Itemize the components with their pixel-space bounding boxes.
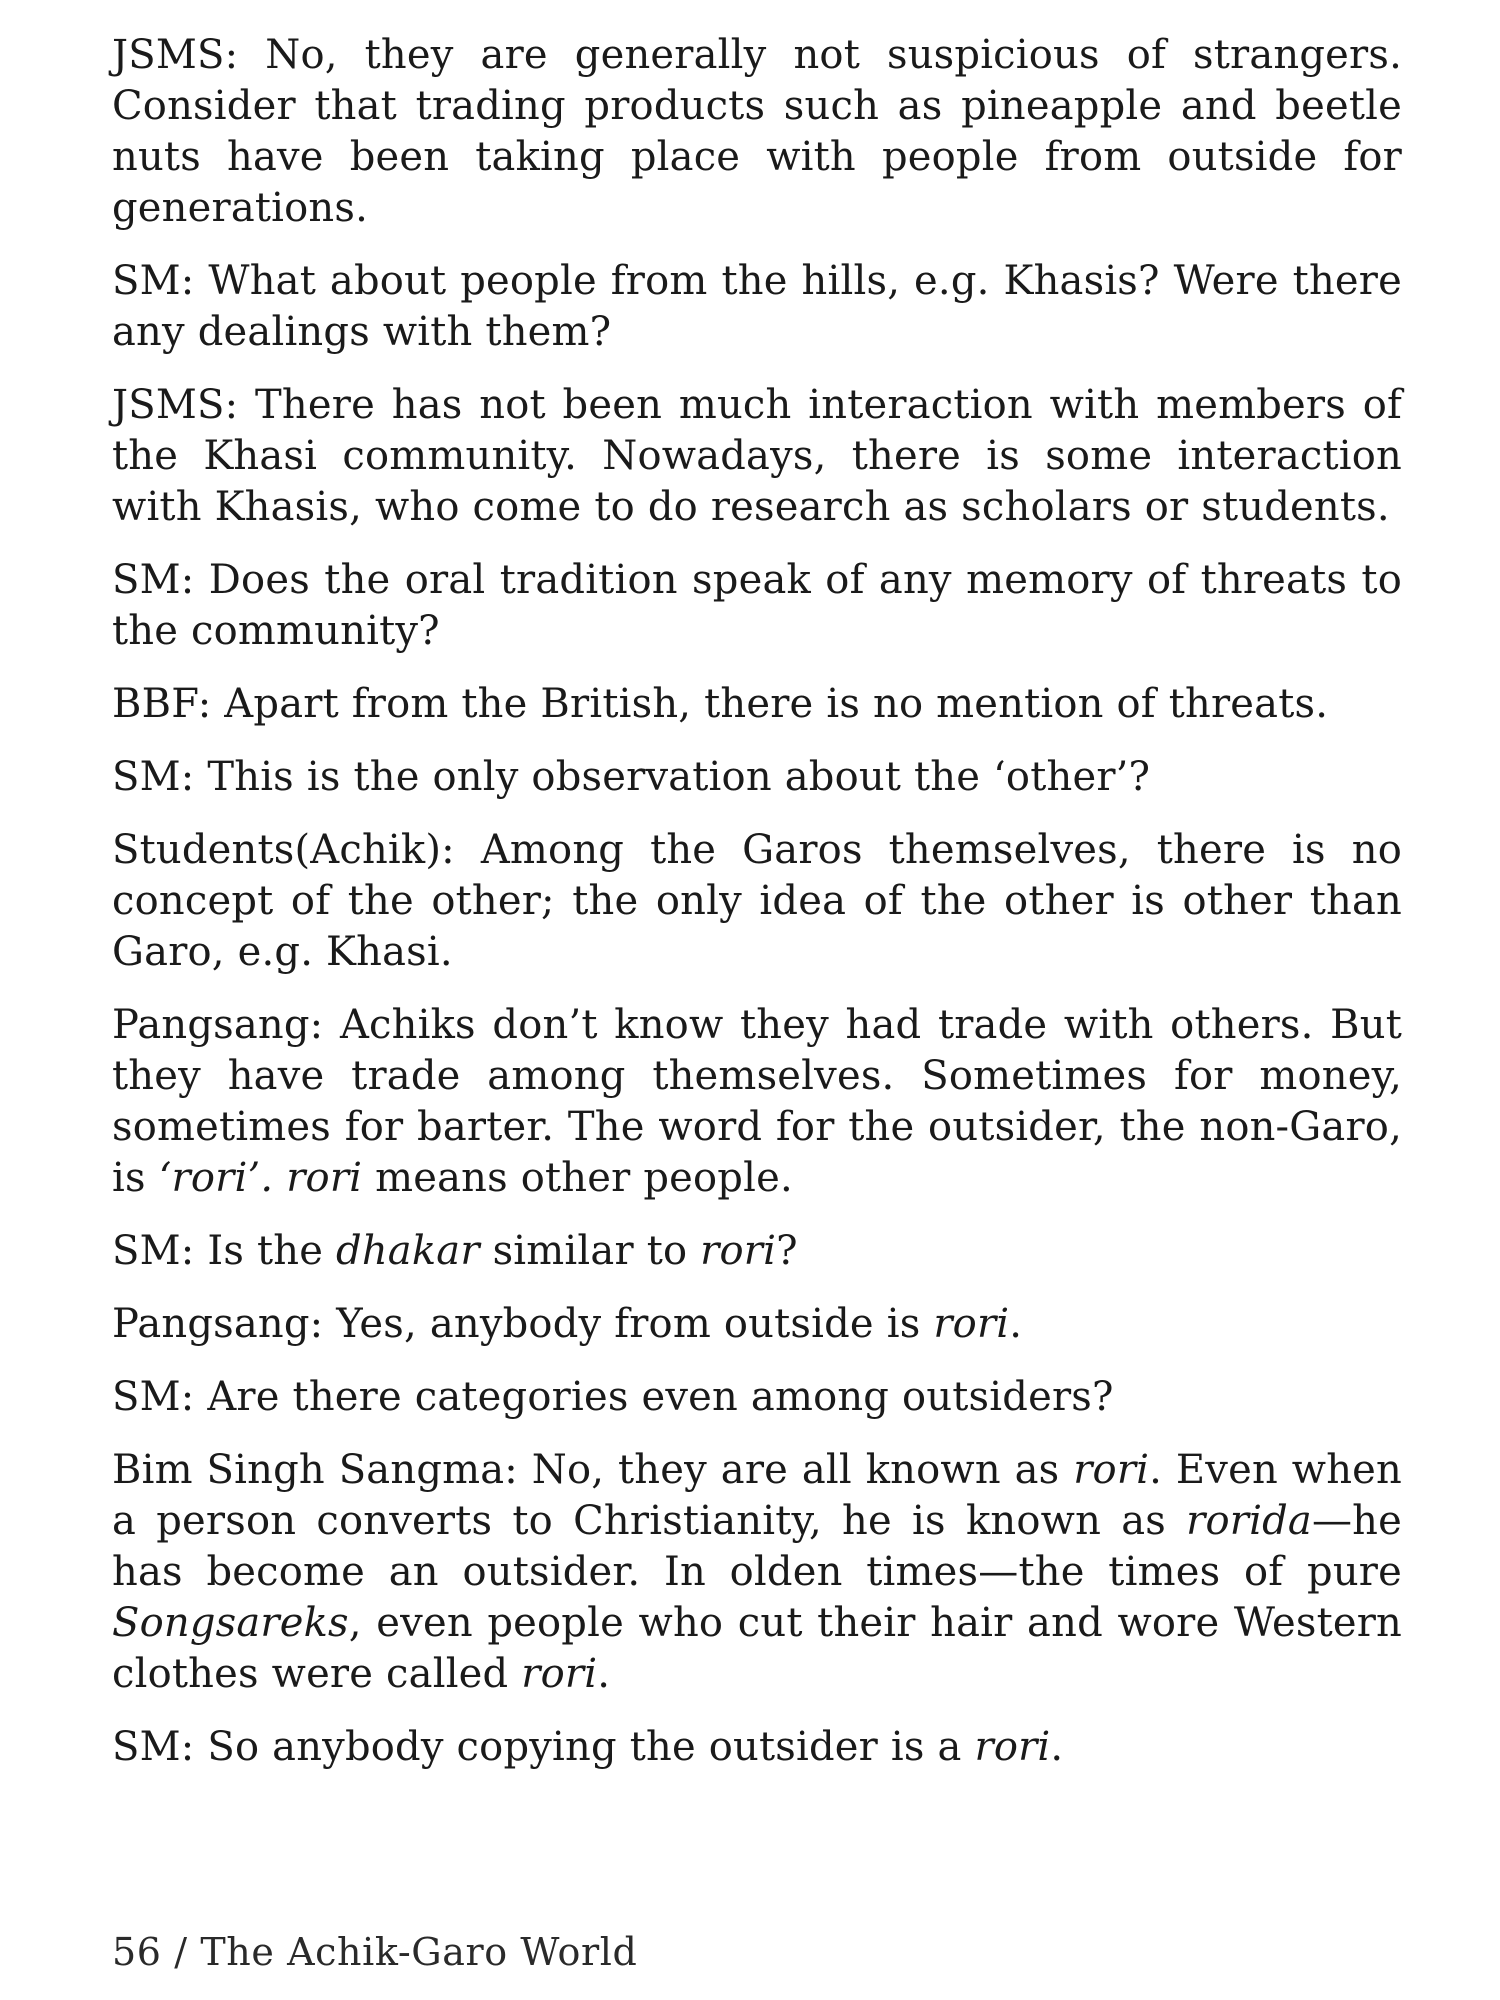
paragraph-8: Pangsang: Achiks don’t know they had trade with others. But they have trade among themselves. Sometimes for money, sometimes for barter. The word for the outsider, the non-Garo, is ‘rori’. rori means other people. <box>112 1002 1402 1201</box>
italic-term: rori <box>521 1651 598 1697</box>
paragraph-10: Pangsang: Yes, anybody from outside is rori. <box>112 1301 1023 1347</box>
book-title: The Achik-Garo World <box>200 1930 638 1974</box>
italic-term: rori <box>286 1155 363 1201</box>
paragraph-2: SM: What about people from the hills, e.g. Khasis? Were there any dealings with them? <box>112 258 1402 355</box>
italic-term: ‘rori’. <box>158 1155 274 1201</box>
paragraph-1: JSMS: No, they are generally not suspicious of strangers. Consider that trading products such as pineapple and beetle nuts have been taking place with people from outside for generations. <box>112 32 1402 231</box>
italic-term: rori <box>700 1228 777 1274</box>
paragraph-9: SM: Is the dhakar similar to rori? <box>112 1228 798 1274</box>
italic-term: Songsareks <box>112 1600 349 1646</box>
italic-term: rori <box>933 1301 1010 1347</box>
page-footer <box>112 1930 637 1974</box>
italic-term: rori <box>1073 1447 1150 1493</box>
paragraph-13: SM: So anybody copying the outsider is a rori. <box>112 1724 1064 1770</box>
paragraph-3: JSMS: There has not been much interaction with members of the Khasi community. Nowadays, there is some interaction with Khasis, who come to do research as scholars or students. <box>112 382 1402 530</box>
page-number: 56 <box>112 1930 162 1974</box>
italic-term: dhakar <box>336 1228 480 1274</box>
italic-term: rori <box>974 1724 1051 1770</box>
body-text <box>112 30 1402 1795</box>
italic-term: rorida <box>1186 1498 1312 1544</box>
paragraph-7: Students(Achik): Among the Garos themselves, there is no concept of the other; the only idea of the other is other than Garo, e.g. Khasi. <box>112 827 1402 975</box>
paragraph-11: SM: Are there categories even among outsiders? <box>112 1374 1114 1420</box>
paragraph-6: SM: This is the only observation about the ‘other’? <box>112 754 1151 800</box>
footer-separator: / <box>174 1930 188 1974</box>
paragraph-5: BBF: Apart from the British, there is no mention of threats. <box>112 681 1329 727</box>
paragraph-12: Bim Singh Sangma: No, they are all known as rori. Even when a person converts to Christianity, he is known as rorida—he has become an outsider. In olden times—the times of pure Songsareks, even people who cut their hair and wore Western clothes were called rori. <box>112 1447 1402 1697</box>
paragraph-4: SM: Does the oral tradition speak of any memory of threats to the community? <box>112 557 1402 654</box>
